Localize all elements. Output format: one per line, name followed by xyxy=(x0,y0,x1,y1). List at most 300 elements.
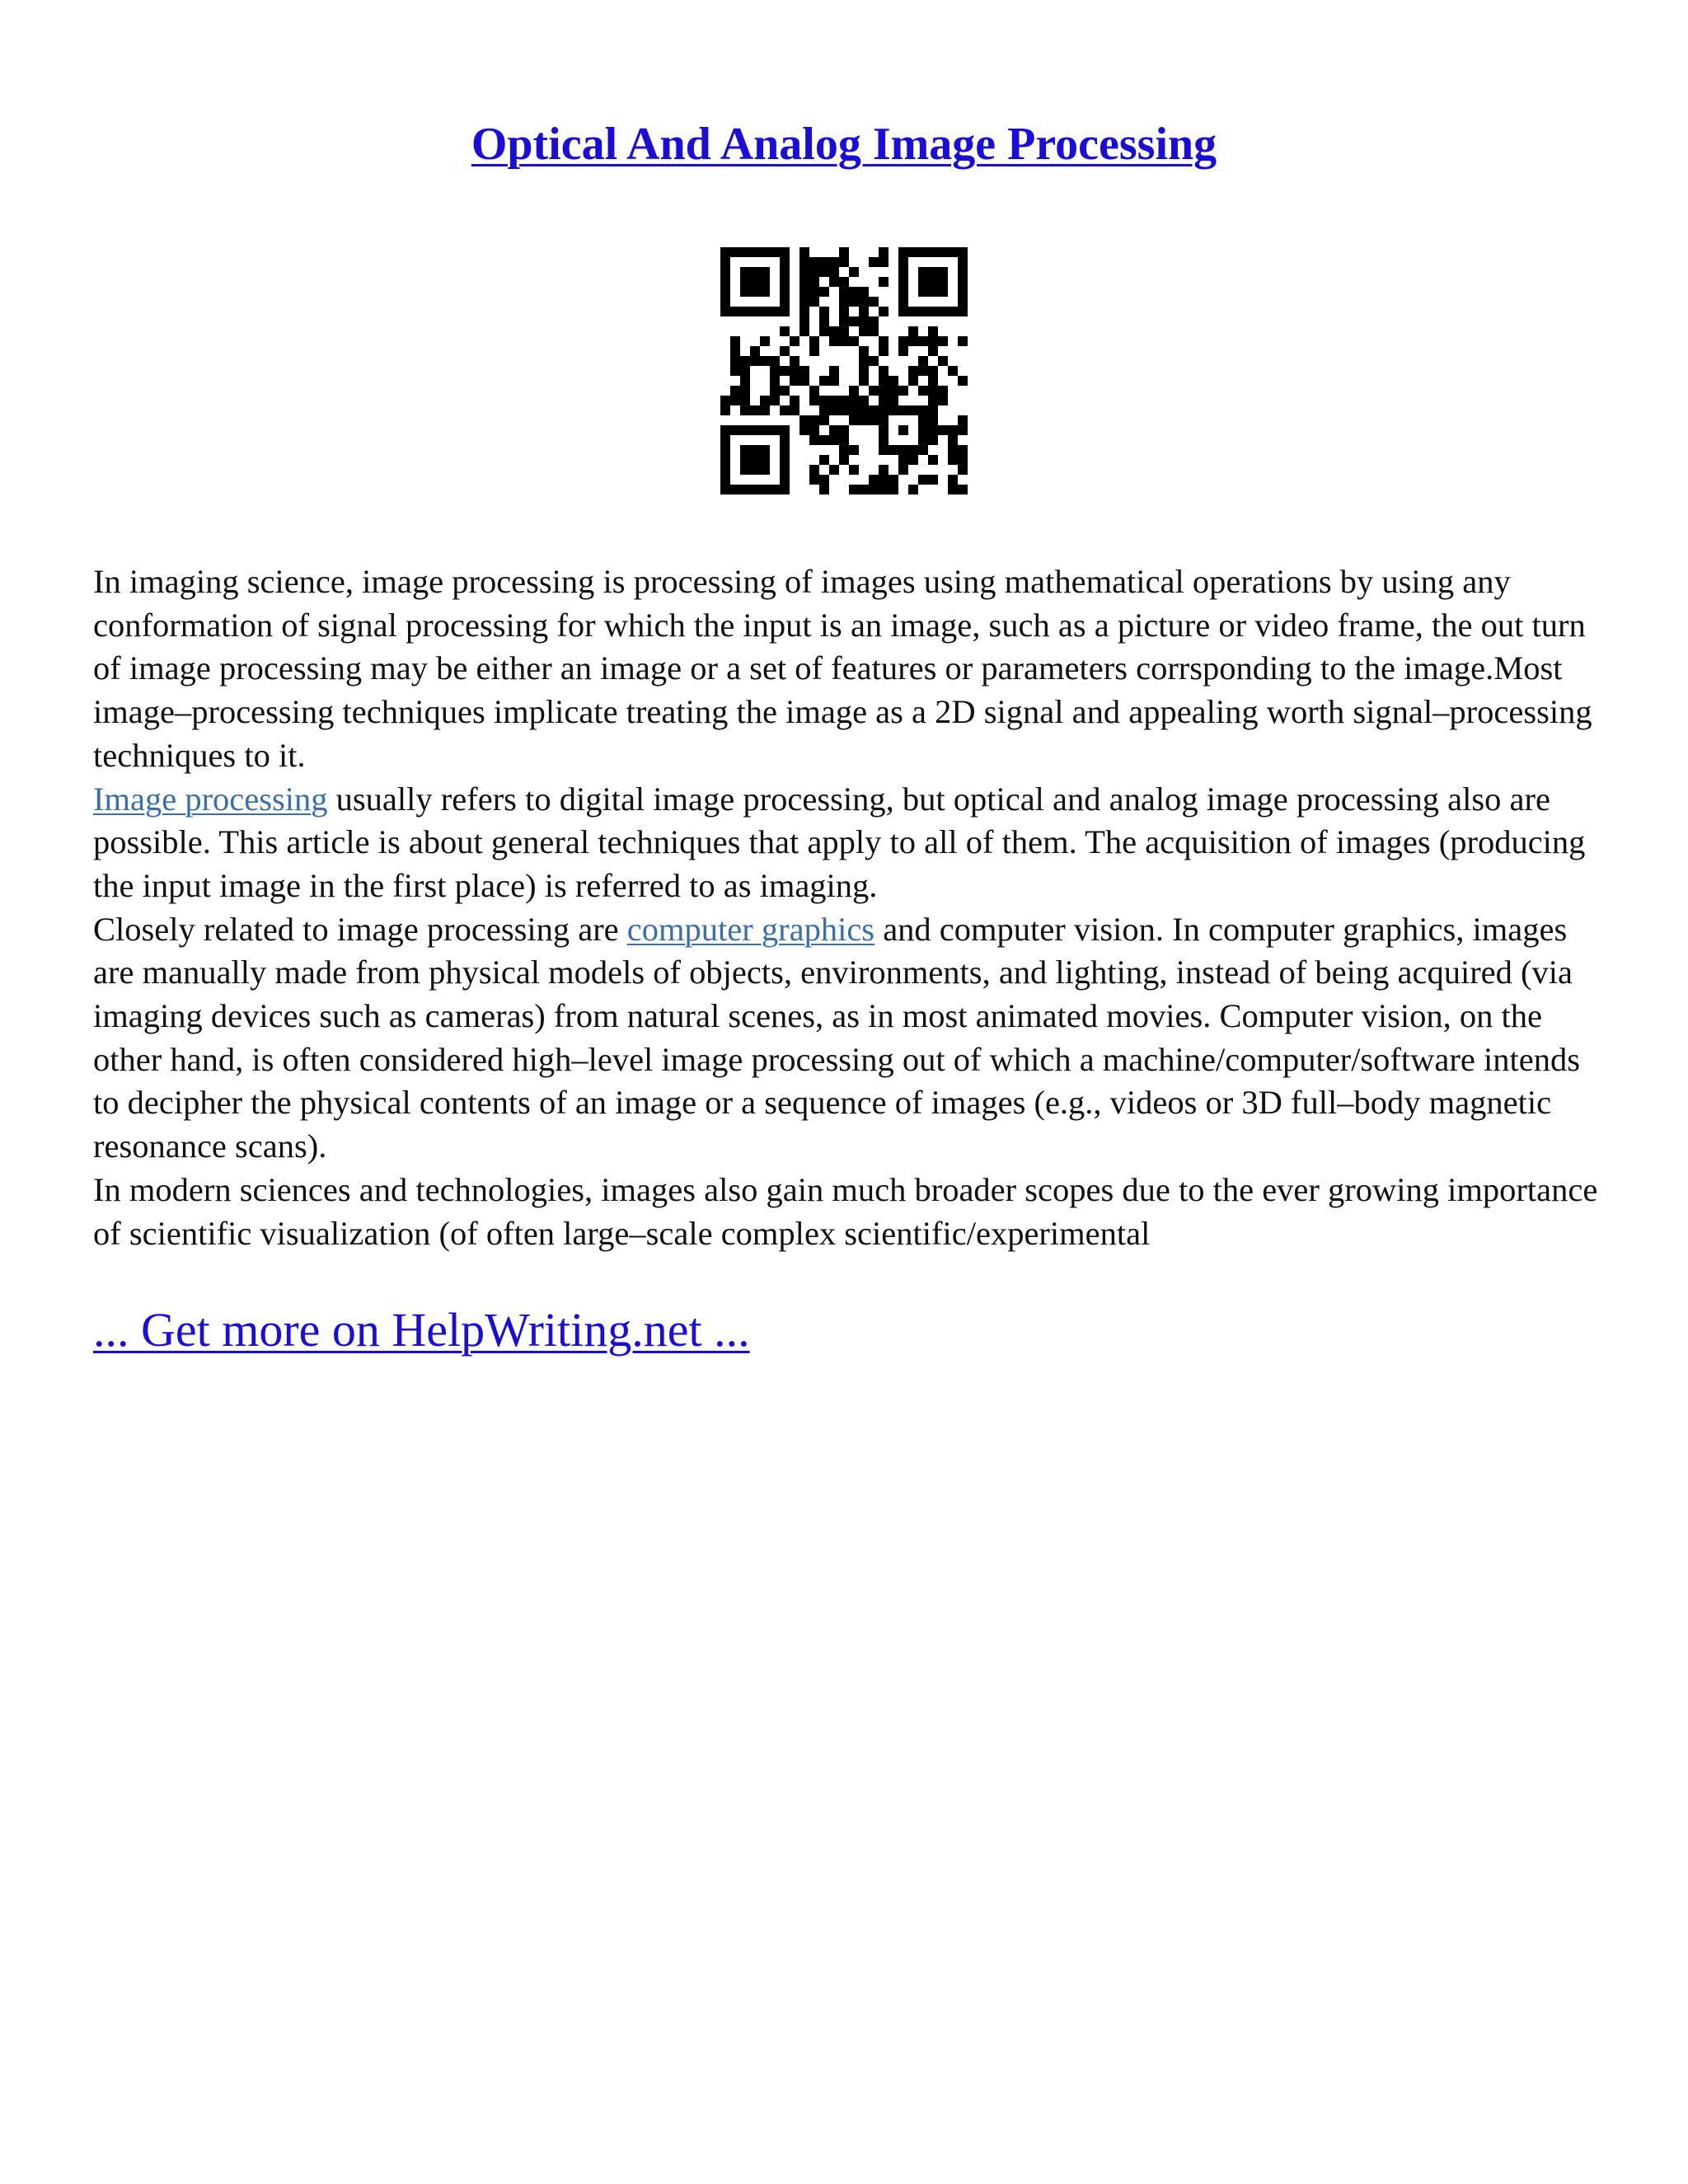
qr-module xyxy=(740,376,750,386)
qr-module xyxy=(938,277,948,287)
qr-module xyxy=(938,356,948,366)
qr-module xyxy=(819,405,829,415)
qr-module xyxy=(839,405,849,415)
qr-module xyxy=(740,405,750,415)
paragraph-text: and computer vision. In computer graphics, images are manually made from physical models of objects, environments, and lighting, instead of being acquired (via imaging devices such as cameras) from natural scenes, as in most animated movies. Computer vision, on the other hand, is often considered high–level image processing out of which a machine/computer/software intends to decipher the physical contents of an image or a sequence of images (e.g., videos or 3D full–body magnetic resonance scans). xyxy=(93,910,1580,1165)
qr-module xyxy=(780,346,790,356)
qr-module xyxy=(879,485,889,494)
qr-module xyxy=(859,396,869,405)
qr-module xyxy=(780,307,790,316)
qr-module xyxy=(918,277,928,287)
qr-module xyxy=(849,415,859,425)
qr-module xyxy=(849,267,859,277)
title-link[interactable]: Optical And Analog Image Processing xyxy=(471,119,1217,170)
qr-module xyxy=(819,376,829,386)
qr-module xyxy=(750,346,760,356)
qr-module xyxy=(760,287,770,297)
qr-module xyxy=(958,307,968,316)
qr-module xyxy=(760,405,770,415)
qr-module xyxy=(790,405,799,415)
qr-module xyxy=(799,297,809,307)
qr-module xyxy=(780,386,790,396)
qr-module xyxy=(839,435,849,445)
qr-module xyxy=(889,445,898,455)
qr-module xyxy=(809,257,819,267)
qr-module xyxy=(809,465,819,475)
qr-module xyxy=(809,435,819,445)
qr-module xyxy=(750,455,760,465)
qr-module xyxy=(799,376,809,386)
qr-module xyxy=(720,455,730,465)
qr-module xyxy=(799,366,809,376)
qr-module xyxy=(730,336,740,346)
qr-module xyxy=(819,455,829,465)
qr-module xyxy=(760,445,770,455)
qr-module xyxy=(948,445,958,455)
qr-module xyxy=(780,267,790,277)
qr-module xyxy=(928,415,938,425)
qr-module xyxy=(750,356,760,366)
qr-module xyxy=(869,326,879,336)
qr-module xyxy=(849,445,859,455)
qr-module xyxy=(750,405,760,415)
qr-module xyxy=(908,247,918,257)
get-more-section xyxy=(93,1301,750,1360)
qr-module xyxy=(948,485,958,494)
qr-module xyxy=(799,277,809,287)
qr-module xyxy=(849,297,859,307)
qr-module xyxy=(740,465,750,475)
paragraph xyxy=(93,560,1601,778)
qr-module xyxy=(859,366,869,376)
qr-module xyxy=(839,247,849,257)
qr-module xyxy=(869,386,879,396)
qr-module xyxy=(809,415,819,425)
qr-module xyxy=(859,316,869,326)
qr-module xyxy=(770,396,780,405)
qr-module xyxy=(780,297,790,307)
qr-module xyxy=(918,475,928,485)
qr-module xyxy=(809,297,819,307)
qr-module xyxy=(938,425,948,435)
qr-module xyxy=(829,405,839,415)
qr-module xyxy=(928,336,938,346)
qr-module xyxy=(879,346,889,356)
qr-module xyxy=(740,307,750,316)
qr-module xyxy=(780,257,790,267)
qr-module xyxy=(928,346,938,356)
qr-module xyxy=(760,396,770,405)
qr-module xyxy=(958,445,968,455)
qr-module xyxy=(898,465,908,475)
qr-module xyxy=(938,386,948,396)
qr-module xyxy=(720,485,730,494)
qr-module xyxy=(908,376,918,386)
qr-module xyxy=(809,346,819,356)
qr-module xyxy=(819,326,829,336)
qr-module xyxy=(790,376,799,386)
qr-module xyxy=(730,386,740,396)
qr-module xyxy=(918,366,928,376)
qr-module xyxy=(908,336,918,346)
qr-module xyxy=(720,287,730,297)
qr-module xyxy=(750,425,760,435)
qr-module xyxy=(928,247,938,257)
qr-module xyxy=(740,287,750,297)
qr-module xyxy=(799,257,809,267)
qr-module xyxy=(938,267,948,277)
qr-module xyxy=(829,376,839,386)
qr-module xyxy=(720,405,730,415)
qr-module xyxy=(879,307,889,316)
qr-module xyxy=(869,485,879,494)
qr-module xyxy=(928,396,938,405)
qr-module xyxy=(889,386,898,396)
qr-module xyxy=(898,445,908,455)
qr-module xyxy=(799,287,809,297)
qr-module xyxy=(720,257,730,267)
qr-module xyxy=(740,247,750,257)
qr-module xyxy=(819,257,829,267)
qr-module xyxy=(879,396,889,405)
qr-module xyxy=(938,287,948,297)
qr-module xyxy=(898,386,908,396)
qr-module xyxy=(889,405,898,415)
qr-module xyxy=(839,277,849,287)
qr-module xyxy=(889,396,898,405)
qr-module xyxy=(948,435,958,445)
qr-module xyxy=(770,386,780,396)
qr-module xyxy=(879,247,889,257)
qr-module xyxy=(928,307,938,316)
qr-module xyxy=(879,405,889,415)
qr-module xyxy=(780,435,790,445)
qr-module xyxy=(780,465,790,475)
qr-module xyxy=(859,405,869,415)
qr-module xyxy=(958,247,968,257)
qr-module xyxy=(760,485,770,494)
qr-module xyxy=(849,336,859,346)
qr-module xyxy=(938,396,948,405)
qr-module xyxy=(938,247,948,257)
qr-module xyxy=(829,257,839,267)
qr-module xyxy=(958,267,968,277)
qr-module xyxy=(879,336,889,346)
qr-module xyxy=(958,277,968,287)
qr-module xyxy=(809,336,819,346)
qr-module xyxy=(869,297,879,307)
paragraph-text: usually refers to digital image processing, but optical and analog image processing also are possible. This article is about general techniques that apply to all of them. The acquisition of images (producing the input image in the first place) is referred to as imaging. xyxy=(93,780,1586,904)
qr-module xyxy=(760,247,770,257)
qr-module xyxy=(958,376,968,386)
qr-module xyxy=(819,267,829,277)
qr-module xyxy=(740,445,750,455)
qr-module xyxy=(809,475,819,485)
qr-module xyxy=(879,277,889,287)
computer-graphics-link[interactable]: computer graphics xyxy=(626,910,875,948)
qr-module xyxy=(938,336,948,346)
qr-module xyxy=(859,485,869,494)
qr-module xyxy=(918,386,928,396)
qr-code-icon xyxy=(720,247,968,494)
qr-module xyxy=(809,396,819,405)
qr-code-graphic xyxy=(720,247,968,494)
qr-module xyxy=(879,415,889,425)
qr-module xyxy=(829,396,839,405)
qr-module xyxy=(908,326,918,336)
qr-module xyxy=(790,356,799,366)
qr-module xyxy=(780,247,790,257)
qr-module xyxy=(859,415,869,425)
qr-module xyxy=(859,307,869,316)
qr-module xyxy=(809,287,819,297)
qr-module xyxy=(839,326,849,336)
qr-module xyxy=(740,277,750,287)
qr-module xyxy=(809,277,819,287)
qr-module xyxy=(720,267,730,277)
qr-module xyxy=(879,366,889,376)
qr-module xyxy=(958,287,968,297)
qr-module xyxy=(928,455,938,465)
qr-module xyxy=(720,445,730,455)
qr-module xyxy=(760,356,770,366)
qr-module xyxy=(730,396,740,405)
qr-module xyxy=(898,455,908,465)
qr-module xyxy=(799,326,809,336)
qr-module xyxy=(928,326,938,336)
qr-module xyxy=(829,277,839,287)
qr-module xyxy=(780,455,790,465)
qr-module xyxy=(948,425,958,435)
paragraph xyxy=(93,908,1601,1169)
qr-module xyxy=(898,297,908,307)
qr-module xyxy=(948,307,958,316)
qr-module xyxy=(770,366,780,376)
qr-module xyxy=(839,287,849,297)
qr-module xyxy=(780,445,790,455)
qr-module xyxy=(948,475,958,485)
qr-module xyxy=(918,356,928,366)
qr-module xyxy=(958,465,968,475)
qr-module xyxy=(799,415,809,425)
qr-module xyxy=(780,287,790,297)
qr-module xyxy=(908,455,918,465)
qr-module xyxy=(928,277,938,287)
get-more-link[interactable]: ... Get more on HelpWriting.net ... xyxy=(93,1303,750,1357)
qr-module xyxy=(928,267,938,277)
qr-module xyxy=(819,475,829,485)
qr-module xyxy=(869,405,879,415)
qr-module xyxy=(879,425,889,435)
qr-module xyxy=(859,346,869,356)
qr-module xyxy=(918,445,928,455)
qr-module xyxy=(908,445,918,455)
qr-module xyxy=(889,485,898,494)
qr-module xyxy=(720,247,730,257)
qr-module xyxy=(889,376,898,386)
qr-module xyxy=(839,425,849,435)
qr-module xyxy=(849,405,859,415)
qr-module xyxy=(740,425,750,435)
qr-module xyxy=(958,485,968,494)
qr-module xyxy=(770,356,780,366)
qr-module xyxy=(740,396,750,405)
qr-module xyxy=(948,247,958,257)
qr-module xyxy=(819,415,829,425)
qr-module xyxy=(720,396,730,405)
qr-module xyxy=(869,475,879,485)
qr-module xyxy=(859,356,869,366)
qr-module xyxy=(780,425,790,435)
qr-module xyxy=(819,435,829,445)
image-processing-link[interactable]: Image processing xyxy=(93,780,328,818)
paragraph xyxy=(93,778,1601,908)
qr-module xyxy=(928,366,938,376)
qr-module xyxy=(720,307,730,316)
qr-module xyxy=(869,316,879,326)
qr-module xyxy=(829,435,839,445)
qr-module xyxy=(898,336,908,346)
qr-module xyxy=(898,257,908,267)
qr-module xyxy=(898,405,908,415)
qr-module xyxy=(730,356,740,366)
qr-module xyxy=(829,425,839,435)
page-title xyxy=(0,115,1688,173)
qr-module xyxy=(770,376,780,386)
qr-module xyxy=(958,425,968,435)
qr-module xyxy=(790,336,799,346)
qr-module xyxy=(839,396,849,405)
qr-module xyxy=(898,267,908,277)
qr-module xyxy=(918,405,928,415)
qr-module xyxy=(918,435,928,445)
qr-module xyxy=(928,435,938,445)
qr-module xyxy=(790,366,799,376)
qr-module xyxy=(829,465,839,475)
qr-module xyxy=(720,465,730,475)
qr-module xyxy=(839,297,849,307)
qr-module xyxy=(869,415,879,425)
qr-module xyxy=(799,425,809,435)
qr-module xyxy=(879,376,889,386)
qr-module xyxy=(908,485,918,494)
qr-module xyxy=(859,326,869,336)
qr-module xyxy=(829,336,839,346)
qr-module xyxy=(780,366,790,376)
qr-module xyxy=(908,307,918,316)
qr-module xyxy=(918,267,928,277)
qr-module xyxy=(760,455,770,465)
qr-module xyxy=(740,455,750,465)
qr-module xyxy=(799,307,809,316)
qr-module xyxy=(958,415,968,425)
qr-module xyxy=(790,396,799,405)
qr-module xyxy=(819,485,829,494)
qr-module xyxy=(908,405,918,415)
qr-module xyxy=(829,366,839,376)
qr-module xyxy=(849,316,859,326)
qr-module xyxy=(908,366,918,376)
qr-module xyxy=(849,465,859,475)
qr-module xyxy=(898,425,908,435)
qr-module xyxy=(750,445,760,455)
article-body xyxy=(93,560,1601,1255)
qr-module xyxy=(948,455,958,465)
qr-module xyxy=(829,326,839,336)
qr-module xyxy=(809,267,819,277)
qr-module xyxy=(889,475,898,485)
qr-module xyxy=(849,287,859,297)
qr-module xyxy=(918,247,928,257)
qr-module xyxy=(958,336,968,346)
qr-module xyxy=(760,465,770,475)
qr-module xyxy=(898,277,908,287)
qr-module xyxy=(730,366,740,376)
qr-module xyxy=(740,356,750,366)
qr-module xyxy=(839,455,849,465)
paragraph xyxy=(93,1169,1601,1255)
qr-module xyxy=(819,316,829,326)
qr-module xyxy=(780,277,790,287)
qr-module xyxy=(839,307,849,316)
qr-module xyxy=(898,287,908,297)
qr-module xyxy=(898,247,908,257)
qr-module xyxy=(799,267,809,277)
qr-module xyxy=(750,485,760,494)
qr-module xyxy=(898,307,908,316)
paragraph-text: In imaging science, image processing is processing of images using mathematical operations by using any conformation of signal processing for which the input is an image, such as a picture or video frame, the out turn of image processing may be either an image or a set of features or parameters corrsponding to the image.Most image–processing techniques implicate treating the image as a 2D signal and appealing worth signal–processing techniques to it. xyxy=(93,563,1592,774)
qr-module xyxy=(839,316,849,326)
qr-module xyxy=(780,405,790,415)
qr-module xyxy=(918,307,928,316)
qr-module xyxy=(809,386,819,396)
qr-module xyxy=(760,277,770,287)
qr-module xyxy=(928,287,938,297)
qr-module xyxy=(879,386,889,396)
qr-module xyxy=(730,247,740,257)
qr-module xyxy=(780,485,790,494)
qr-module xyxy=(740,485,750,494)
qr-module xyxy=(750,277,760,287)
qr-module xyxy=(958,257,968,267)
qr-module xyxy=(829,267,839,277)
qr-module xyxy=(720,475,730,485)
qr-module xyxy=(799,316,809,326)
qr-module xyxy=(730,346,740,356)
qr-module xyxy=(859,297,869,307)
qr-module xyxy=(839,445,849,455)
qr-module xyxy=(770,247,780,257)
qr-module xyxy=(720,277,730,287)
qr-module xyxy=(809,425,819,435)
qr-module xyxy=(958,297,968,307)
qr-module xyxy=(799,247,809,257)
qr-module xyxy=(879,257,889,267)
qr-module xyxy=(760,336,770,346)
qr-module xyxy=(750,287,760,297)
qr-module xyxy=(740,267,750,277)
qr-module xyxy=(750,307,760,316)
qr-module xyxy=(918,287,928,297)
qr-module xyxy=(740,386,750,396)
qr-module xyxy=(770,307,780,316)
qr-module xyxy=(869,356,879,366)
qr-module xyxy=(740,366,750,376)
qr-module xyxy=(938,307,948,316)
qr-module xyxy=(730,425,740,435)
qr-module xyxy=(869,257,879,267)
qr-module xyxy=(770,485,780,494)
